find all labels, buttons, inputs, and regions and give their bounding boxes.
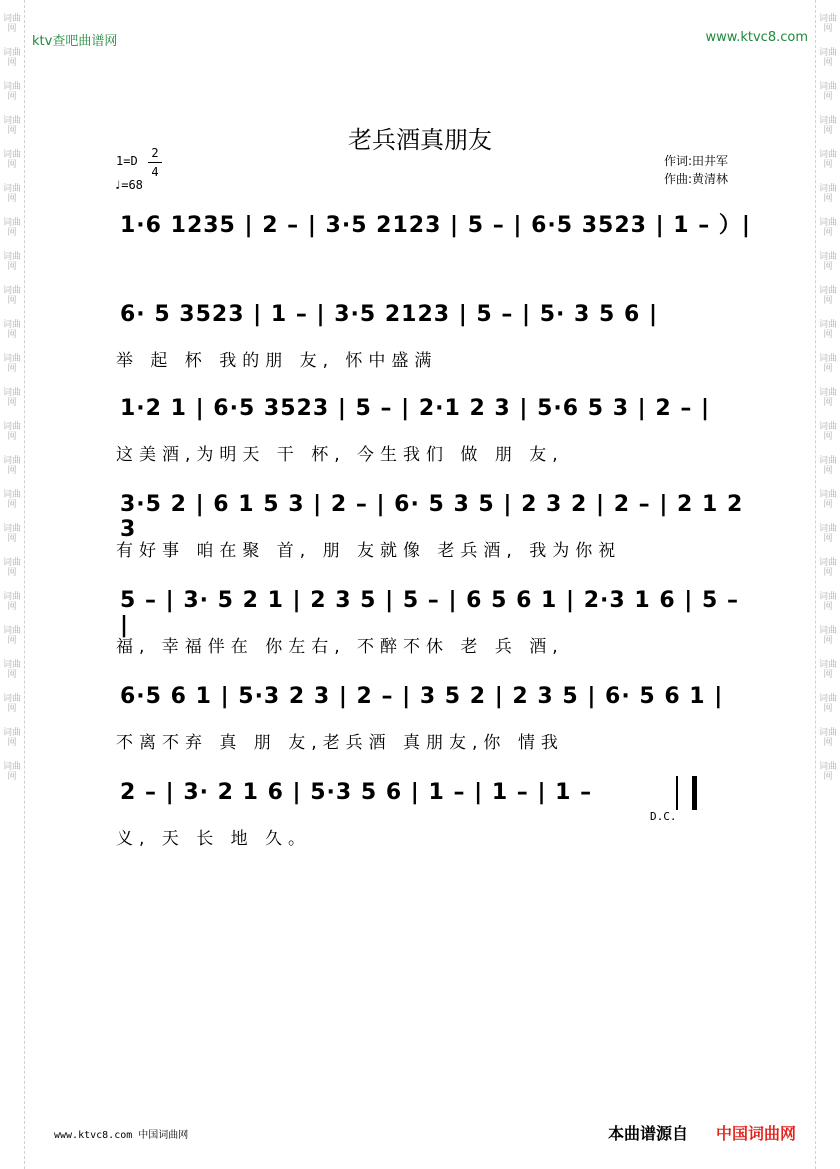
watermark-text: 词曲网 bbox=[818, 660, 837, 680]
lyric-line: 不离不弃 真 朋 友,老兵酒 真朋友,你 情我 bbox=[116, 733, 564, 753]
watermark-text: 词曲网 bbox=[818, 694, 837, 714]
right-watermark-column bbox=[815, 0, 840, 1169]
watermark-text: 词曲网 bbox=[2, 490, 21, 510]
song-title: 老兵酒真朋友 bbox=[348, 126, 492, 154]
watermark-text: 词曲网 bbox=[2, 626, 21, 646]
site-name-left[interactable]: ktv查吧曲谱网 bbox=[32, 34, 118, 49]
da-capo-mark: D.C. bbox=[650, 810, 677, 823]
score-system bbox=[114, 768, 754, 878]
watermark-text: 词曲网 bbox=[2, 524, 21, 544]
watermark-text: 词曲网 bbox=[818, 82, 837, 102]
watermark-text: 词曲网 bbox=[818, 286, 837, 306]
tempo-marking: ♩=68 bbox=[114, 178, 143, 192]
watermark-text: 词曲网 bbox=[818, 490, 837, 510]
watermark-text: 词曲网 bbox=[2, 660, 21, 680]
lyric-line: 举 起 杯 我的朋 友, 怀中盛满 bbox=[116, 351, 438, 371]
watermark-text: 词曲网 bbox=[2, 116, 21, 136]
watermark-text: 词曲网 bbox=[2, 252, 21, 272]
watermark-text: 词曲网 bbox=[818, 592, 837, 612]
score-system bbox=[114, 384, 754, 494]
watermark-text: 词曲网 bbox=[2, 14, 21, 34]
left-watermark-column bbox=[0, 0, 25, 1169]
watermark-text: 词曲网 bbox=[818, 116, 837, 136]
lyric-line: 有好事 咱在聚 首, 朋 友就像 老兵酒, 我为你祝 bbox=[116, 541, 622, 561]
watermark-text: 词曲网 bbox=[2, 184, 21, 204]
watermark-text: 词曲网 bbox=[2, 320, 21, 340]
lyricist: 作词:田井军 bbox=[664, 154, 729, 168]
watermark-text: 词曲网 bbox=[2, 150, 21, 170]
composer: 作曲:黄清林 bbox=[664, 172, 729, 186]
watermark-text: 词曲网 bbox=[818, 762, 837, 782]
watermark-text: 词曲网 bbox=[2, 354, 21, 374]
notation-line: 6·5 6 1 | 5·3 2 3 | 2 – | 3 5 2 | 2 3 5 | 6· 5 6 1 | bbox=[120, 684, 724, 709]
watermark-text: 词曲网 bbox=[818, 14, 837, 34]
final-barline bbox=[676, 776, 697, 810]
meter-numerator: 2 bbox=[148, 144, 162, 163]
footer-source-site[interactable]: 中国词曲网 bbox=[716, 1124, 797, 1143]
watermark-text: 词曲网 bbox=[818, 388, 837, 408]
watermark-text: 词曲网 bbox=[2, 218, 21, 238]
watermark-text: 词曲网 bbox=[818, 626, 837, 646]
key-signature: 1=D bbox=[116, 154, 138, 168]
watermark-text: 词曲网 bbox=[2, 388, 21, 408]
lyric-line: 福, 幸福伴在 你左右, 不醉不休 老 兵 酒, bbox=[116, 637, 564, 657]
site-url-right[interactable]: www.ktvc8.com bbox=[705, 30, 808, 45]
notation-line: 3·5 2 | 6 1 5 3 | 2 – | 6· 5 3 5 | 2 3 2 | 2 – | 2 1 2 3 bbox=[120, 492, 744, 542]
notation-line: 1·2 1 | 6·5 3523 | 5 – | 2·1 2 3 | 5·6 5 3 | 2 – | bbox=[120, 396, 711, 421]
time-signature bbox=[148, 144, 162, 181]
watermark-text: 词曲网 bbox=[818, 524, 837, 544]
watermark-text: 词曲网 bbox=[2, 82, 21, 102]
watermark-text: 词曲网 bbox=[818, 422, 837, 442]
score-system bbox=[114, 576, 754, 686]
score-system bbox=[114, 672, 754, 782]
watermark-text: 词曲网 bbox=[818, 252, 837, 272]
lyric-line: 这美酒,为明天 干 杯, 今生我们 做 朋 友, bbox=[116, 445, 564, 465]
watermark-text: 词曲网 bbox=[2, 456, 21, 476]
score-system bbox=[114, 480, 754, 590]
watermark-text: 词曲网 bbox=[818, 150, 837, 170]
credits bbox=[664, 152, 728, 188]
watermark-text: 词曲网 bbox=[2, 728, 21, 748]
footer-site-link[interactable]: www.ktvc8.com 中国词曲网 bbox=[54, 1130, 189, 1141]
footer-source-label: 本曲谱源自 bbox=[608, 1124, 689, 1143]
watermark-text: 词曲网 bbox=[2, 558, 21, 578]
watermark-text: 词曲网 bbox=[2, 592, 21, 612]
watermark-text: 词曲网 bbox=[2, 694, 21, 714]
meter-denominator: 4 bbox=[151, 165, 159, 179]
lyric-line: 义, 天 长 地 久。 bbox=[116, 829, 312, 849]
watermark-text: 词曲网 bbox=[818, 558, 837, 578]
watermark-text: 词曲网 bbox=[2, 762, 21, 782]
watermark-text: 词曲网 bbox=[818, 456, 837, 476]
watermark-text: 词曲网 bbox=[2, 422, 21, 442]
notation-line: 5 – | 3· 5 2 1 | 2 3 5 | 5 – | 6 5 6 1 | 2·3 1 6 | 5 – | bbox=[120, 588, 739, 638]
notation-line: 2 – | 3· 2 1 6 | 5·3 5 6 | 1 – | 1 – | 1 – bbox=[120, 780, 593, 805]
watermark-text: 词曲网 bbox=[818, 320, 837, 340]
notation-line: 1·6 1235 | 2 – | 3·5 2123 | 5 – | 6·5 3523 | 1 – ）| bbox=[120, 213, 751, 238]
notation-line: 6· 5 3523 | 1 – | 3·5 2123 | 5 – | 5· 3 5 6 | bbox=[120, 302, 658, 327]
watermark-text: 词曲网 bbox=[818, 728, 837, 748]
watermark-text: 词曲网 bbox=[818, 48, 837, 68]
watermark-text: 词曲网 bbox=[818, 354, 837, 374]
watermark-text: 词曲网 bbox=[2, 286, 21, 306]
watermark-text: 词曲网 bbox=[818, 184, 837, 204]
watermark-text: 词曲网 bbox=[818, 218, 837, 238]
watermark-text: 词曲网 bbox=[2, 48, 21, 68]
